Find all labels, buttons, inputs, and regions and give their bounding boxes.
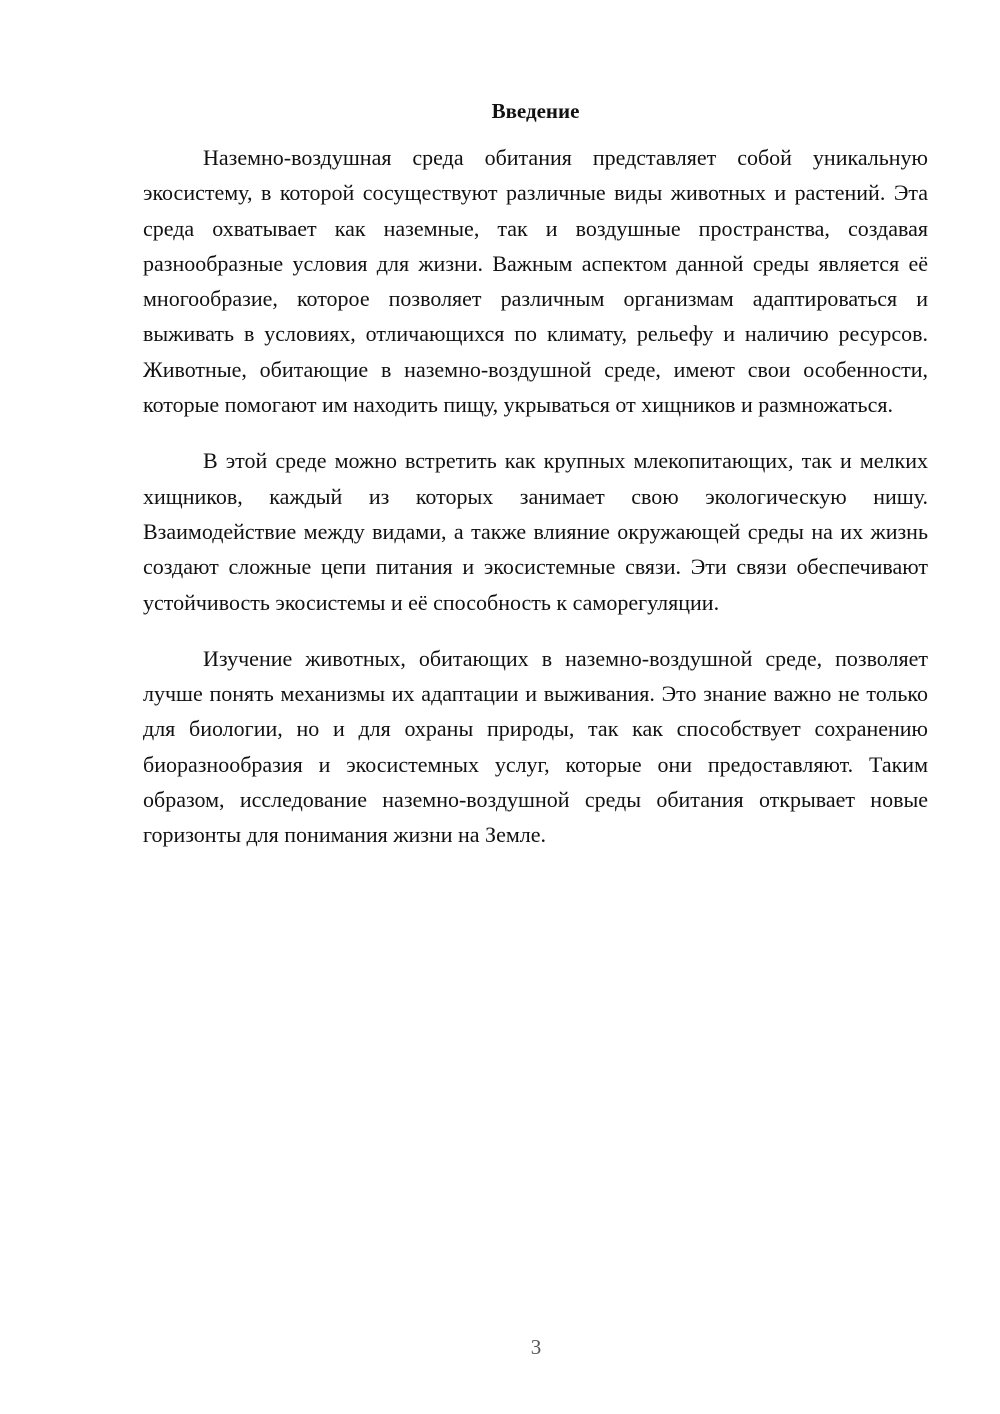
page-content (143, 96, 928, 874)
paragraph-2: В этой среде можно встретить как крупных млекопитающих, так и мелких хищников, каждый из которых занимает свою экологическую нишу. Взаимодействие между видами, а также влияние окружающей среды на их жизнь создают сложные цепи питания и экосистемные связи. Эти связи обеспечивают устойчивость экосистемы и её способность к саморегуляции. (143, 448, 928, 615)
section-heading: Введение (491, 99, 580, 123)
paragraph-1: Наземно-воздушная среда обитания представляет собой уникальную экосистему, в которой сосуществуют различные виды животных и растений. Эта среда охватывает как наземные, так и воздушные пространства, создавая разнообразные условия для жизни. Важным аспектом данной среды является её многообразие, которое позволяет различным организмам адаптироваться и выживать в условиях, отличающихся по климату, рельефу и наличию ресурсов. Животные, обитающие в наземно-воздушной среде, имеют свои особенности, которые помогают им находить пищу, укрываться от хищников и размножаться. (143, 145, 928, 418)
page-number: 3 (530, 1335, 542, 1359)
paragraph-3: Изучение животных, обитающих в наземно-воздушной среде, позволяет лучше понять механизмы их адаптации и выживания. Это знание важно не только для биологии, но и для охраны природы, так как способствует сохранению биоразнообразия и экосистемных услуг, которые они предоставляют. Таким образом, исследование наземно-воздушной среды обитания открывает новые горизонты для понимания жизни на Земле. (143, 645, 928, 848)
